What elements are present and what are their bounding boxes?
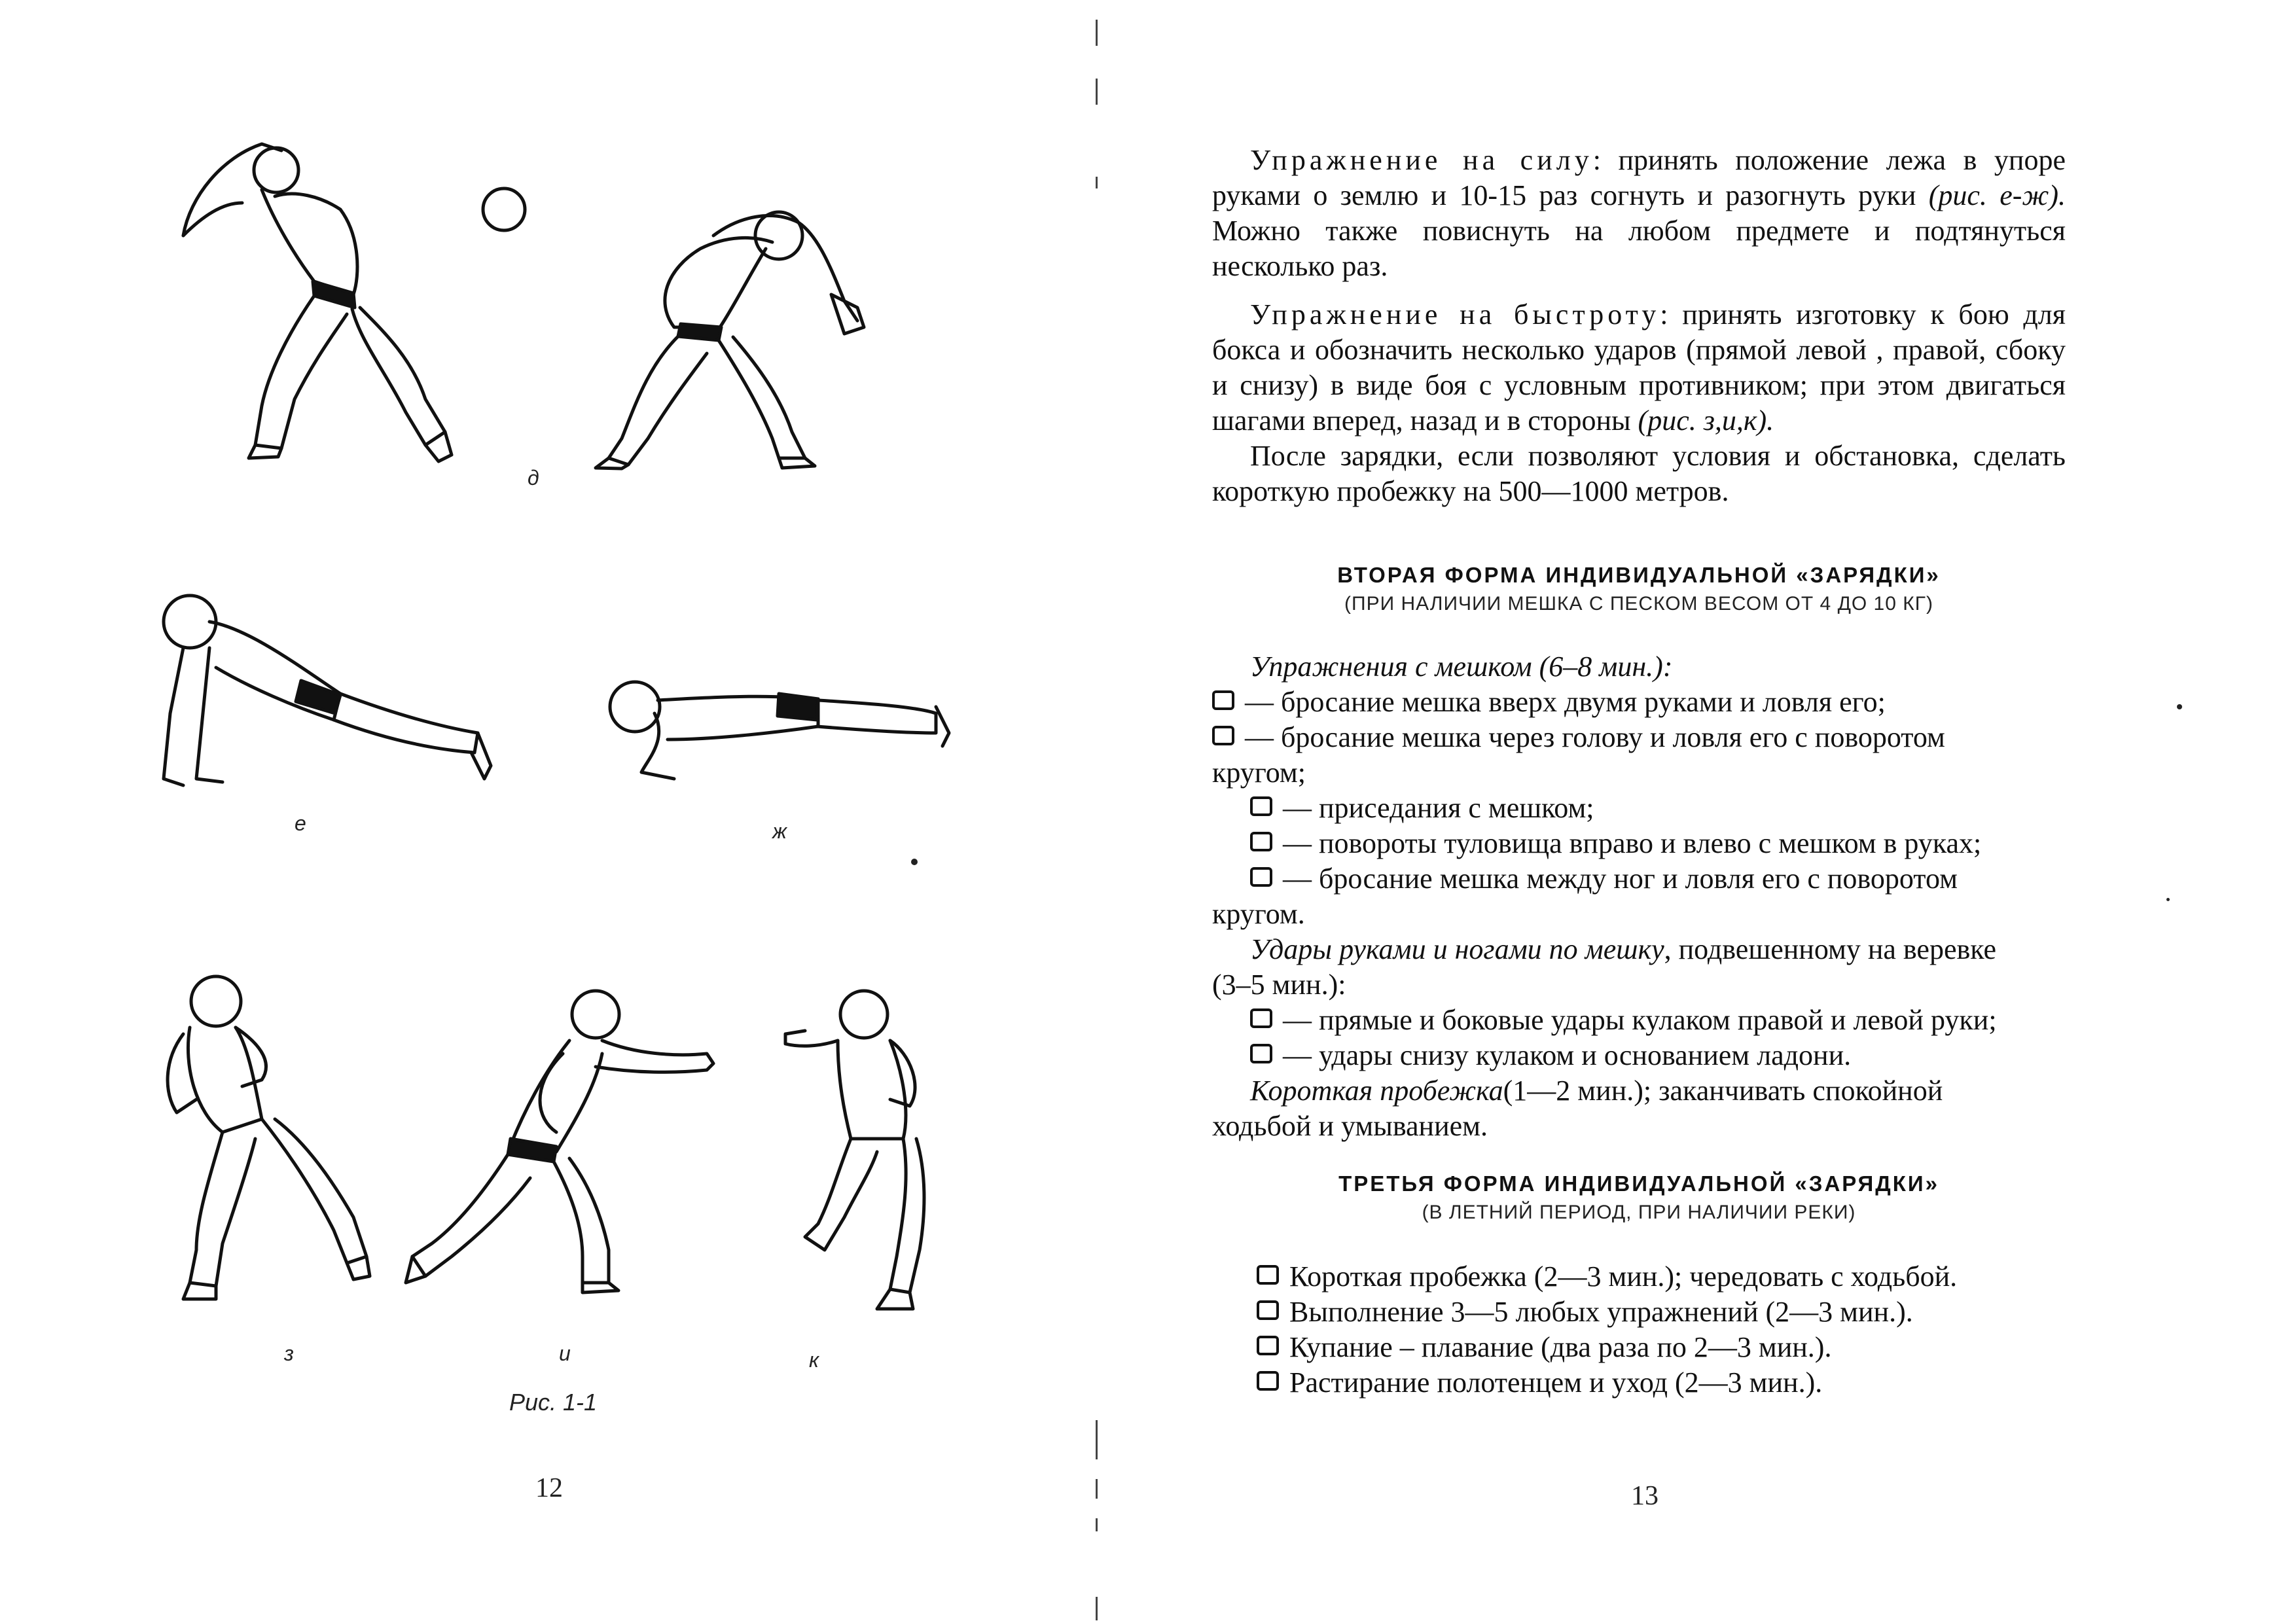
fig-e-feet — [471, 733, 491, 779]
fig-d1-belt — [313, 281, 355, 308]
figure-label-i: и — [559, 1342, 571, 1365]
fig-zh-head — [610, 682, 660, 732]
fig-i-belt — [508, 1139, 556, 1162]
fig-e-arm-left — [164, 648, 183, 785]
figure-z-boxing-stance — [144, 969, 393, 1309]
fig-zh-feet — [936, 707, 949, 746]
figure-e-svg — [144, 582, 511, 798]
paragraph-strength — [1212, 143, 2066, 284]
list-item-continuation: кругом. — [1212, 898, 1305, 930]
list-item — [1212, 1038, 2066, 1073]
fig-z-head — [191, 976, 241, 1026]
figure-label-d: д — [528, 466, 539, 490]
checkbox-icon — [1250, 867, 1272, 887]
list-item-text: — бросание мешка между ног и ловля его с поворотом — [1283, 863, 1958, 895]
list-item-text: — удары снизу кулаком и основанием ладони. — [1283, 1039, 1852, 1071]
checkbox-icon — [1212, 690, 1234, 710]
strength-lead: Упражнение на силу — [1250, 144, 1593, 176]
fig-k-leg-right — [890, 1139, 924, 1293]
fig-d2-leg-left — [609, 336, 707, 465]
section2-subtitle: (ПРИ НАЛИЧИИ МЕШКА С ПЕСКОМ ВЕСОМ ОТ 4 ДО 10 КГ) — [1344, 593, 1933, 615]
figure-e-pushup-up — [144, 582, 511, 798]
body-text-block — [1212, 143, 2066, 509]
figure-label-e: е — [295, 812, 306, 835]
section3-heading — [1212, 1171, 2066, 1224]
figure-zh-pushup-down — [596, 668, 962, 798]
figure-label-zh: ж — [772, 819, 787, 843]
list-item-text: Короткая пробежка (2—3 мин.); чередовать с ходьбой. — [1289, 1260, 1958, 1293]
checkbox-icon — [1257, 1265, 1279, 1285]
fig-d2-head — [483, 188, 525, 230]
figure-d-svg — [164, 124, 530, 465]
fig-i-head — [572, 991, 619, 1038]
fig-k-torso — [838, 1041, 906, 1139]
checkbox-icon — [1250, 1008, 1272, 1028]
list-item-text: — бросание мешка вверх двумя руками и ловля его; — [1245, 686, 1886, 718]
fig-d1-torso — [262, 190, 357, 294]
checkbox-icon — [1257, 1371, 1279, 1391]
left-page — [0, 0, 1100, 1623]
figure-caption: Рис. 1-1 — [509, 1389, 598, 1416]
paragraph-speed — [1212, 297, 2066, 438]
fig-z-leg-left — [190, 1132, 255, 1286]
section3-subtitle: (В ЛЕТНИЙ ПЕРИОД, ПРИ НАЛИЧИИ РЕКИ) — [1422, 1202, 1856, 1223]
list-item — [1212, 826, 2066, 861]
checkbox-icon — [1250, 1044, 1272, 1063]
group1-label: Упражнения с мешком (6–8 мин.): — [1250, 651, 1673, 683]
figure-k-boxer-step — [779, 982, 962, 1322]
fig-z-leg-right — [262, 1119, 367, 1263]
fig-i-leg-back — [412, 1154, 530, 1276]
strength-ref: (рис. е-ж). — [1928, 179, 2066, 211]
fig-i-torso — [511, 1041, 602, 1152]
fig-i-leg-front — [554, 1158, 609, 1283]
figure-i-svg — [399, 982, 726, 1309]
list-item-text: Растирание полотенцем и уход (2—3 мин.). — [1289, 1366, 1823, 1399]
strength-tail: Можно также повиснуть на любом предмете и подтянуться несколько раз. — [1212, 215, 2066, 282]
figure-label-k: к — [809, 1348, 819, 1372]
group2-label — [1212, 932, 2066, 967]
section2-title: ВТОРАЯ ФОРМА ИНДИВИДУАЛЬНОЙ «ЗАРЯДКИ» — [1337, 563, 1941, 587]
section2-heading — [1212, 563, 2066, 615]
group2-italic: Удары руками и ногами по мешку — [1250, 933, 1664, 965]
fig-e-legs — [334, 694, 478, 753]
speed-lead: Упражнение на быстроту — [1250, 298, 1660, 330]
section3-title: ТРЕТЬЯ ФОРМА ИНДИВИДУАЛЬНОЙ «ЗАРЯДКИ» — [1338, 1171, 1939, 1196]
figure-d2-svg — [583, 196, 890, 471]
checkbox-icon — [1250, 796, 1272, 816]
fig-d1-leg-right — [352, 308, 445, 445]
group2-rest: , подвешенному на веревке — [1664, 933, 1997, 965]
list-item-continuation: кругом; — [1212, 757, 1306, 789]
paragraph-after: После зарядки, если позволяют условия и обстановка, сделать короткую пробежку на 500—1000 метров. — [1212, 440, 2066, 507]
figure-label-z: з — [284, 1342, 294, 1365]
group2-continuation: (3–5 мин.): — [1212, 969, 1346, 1001]
run-line — [1212, 1073, 2066, 1109]
fig-zh-legs — [817, 700, 936, 733]
figure-k-svg — [779, 982, 962, 1322]
fig-d1-leg-left — [255, 296, 347, 448]
list-item — [1257, 1330, 2068, 1365]
page-number-right: 13 — [1631, 1481, 1659, 1511]
fig-d2-towel — [831, 294, 864, 334]
strength-text: : принять положение лежа в упоре руками о землю и 10-15 раз согнуть и разогнуть руки — [1212, 144, 2066, 211]
list-item-text: — повороты туловища вправо и влево с мешком в руках; — [1283, 827, 1982, 859]
speed-text: : принять изготовку к бою для бокса и обозначить несколько ударов (прямой левой , правой, сбоку и снизу) в виде боя с условным противником; при этом двигаться шагами вперед, назад и в стороны — [1212, 298, 2066, 437]
fig-zh-arm — [641, 713, 674, 779]
list-item — [1212, 720, 2066, 755]
list-item-text: — приседания с мешком; — [1283, 792, 1594, 824]
checkbox-icon — [1257, 1336, 1279, 1355]
fig-d2-belt — [678, 324, 721, 340]
list-item-text: Выполнение 3—5 любых упражнений (2—3 мин.). — [1289, 1296, 1913, 1328]
fig-k-leg-left — [805, 1139, 877, 1250]
run-continuation: ходьбой и умыванием. — [1212, 1110, 1488, 1142]
list-item — [1212, 861, 2066, 897]
fig-z-torso — [188, 1027, 262, 1132]
list-item — [1257, 1365, 2068, 1400]
section2-list — [1212, 649, 2066, 1144]
fig-k-head — [840, 991, 888, 1038]
checkbox-icon — [1250, 832, 1272, 851]
fig-d2-leg-right — [719, 337, 805, 458]
list-item — [1257, 1259, 2068, 1294]
figure-zh-svg — [596, 668, 962, 798]
print-speck — [2166, 898, 2170, 901]
print-speck — [911, 859, 918, 865]
checkbox-icon — [1257, 1300, 1279, 1320]
figure-d-side-bend — [164, 124, 530, 465]
speed-ref: (рис. з,и,к). — [1638, 404, 1774, 437]
figure-d2-side-bend — [583, 196, 890, 471]
fig-k-arm-left — [785, 1031, 838, 1046]
fig-zh-belt — [778, 694, 818, 720]
list-item — [1212, 791, 2066, 826]
fig-d1-head — [254, 148, 298, 192]
run-rest: (1—2 мин.); заканчивать спокойной — [1503, 1075, 1943, 1107]
checkbox-icon — [1212, 726, 1234, 745]
section3-list — [1257, 1259, 2068, 1400]
run-italic: Короткая пробежка — [1250, 1075, 1503, 1107]
fig-d2-torso — [665, 238, 772, 327]
print-speck — [2177, 704, 2182, 709]
list-item-text: — бросание мешка через голову и ловля его с поворотом — [1245, 721, 1945, 753]
list-item — [1257, 1294, 2068, 1330]
list-item — [1212, 1003, 2066, 1038]
page-number-left: 12 — [535, 1473, 563, 1503]
list-item — [1212, 685, 2066, 720]
figure-i-punch — [399, 982, 726, 1309]
fig-i-arm-punch — [596, 1041, 713, 1072]
figure-z-svg — [144, 969, 393, 1309]
list-item-text: Купание – плавание (два раза по 2—3 мин.). — [1289, 1331, 1832, 1363]
list-item-text: — прямые и боковые удары кулаком правой и левой руки; — [1283, 1004, 1997, 1036]
